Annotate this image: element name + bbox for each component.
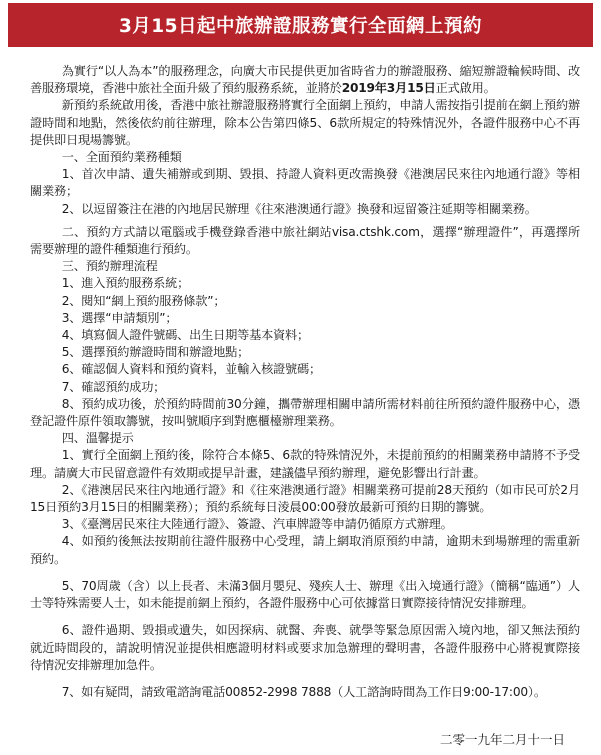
launch-date: 2019年3月15日	[341, 81, 436, 96]
intro-end: 正式啟用。	[435, 81, 496, 96]
section-3-item-4: 4、填寫個人證件號碼、出生日期等基本資料；	[61, 328, 310, 343]
section-4-item-2: 2、《港澳居民來往內地通行證》和《往來港澳通行證》相關業務可提前28天預約（如市民可於2月15日預約3月15日的相關業務）；預約系統每日淩晨00:00發放最新可預約日期的籌號。	[30, 482, 580, 515]
website-link[interactable]: visa.ctshk.com	[331, 224, 420, 239]
section-2-paragraph	[30, 224, 580, 258]
issue-date: 二零一九年二月十一日	[439, 732, 565, 747]
section-4-item-3: 3、《臺灣居民來往大陸通行證》、簽證、汽車牌證等申請仍循原方式辦理。	[61, 517, 453, 532]
section-3-item-7: 7、確認預約成功；	[61, 379, 166, 394]
title-banner	[8, 3, 593, 47]
intro-text: 為實行“以人為本”的服務理念，向廣大市民提供更加省時省力的辦證服務、縮短辦證輪候時間、改善服務環境，香港中旅社全面升級了預約服務系統，並將於	[30, 64, 580, 96]
section-2-text-end: ，選擇“辦理證件”，再選擇所需要辦理的證件種類進行預約。	[30, 224, 581, 257]
section-3-item-6: 6、確認個人資料和預約資料，並輸入核證號碼；	[61, 362, 322, 377]
section-4-heading: 四、溫馨提示	[61, 431, 134, 446]
section-4-item-4: 4、如預約後無法按期前往證件服務中心受理，請上網取消原預約申請，逾期未到場辦理的需重新預約。	[30, 534, 580, 566]
notice-body	[30, 63, 580, 701]
section-4-item-7: 7、如有疑問，請致電諮詢電話00852-2998 7888（人工諮詢時間為工作日9:00-17:00）。	[61, 684, 546, 699]
section-1-heading: 一、全面預約業務種類	[61, 150, 182, 165]
section-3-item-3: 3、選擇“申請類別”；	[61, 310, 178, 325]
intro-paragraph	[30, 63, 580, 97]
section-3-item-1: 1、進入預約服務系統；	[61, 276, 190, 291]
section-2-text: 二、預約方式請以電腦或手機登錄香港中旅社網站	[61, 224, 332, 239]
section-4-item-6: 6、證件過期、毀損或遺失，如因探病、就醫、奔喪、就學等緊急原因需入境內地，卻又無法預約就近時間段的，請說明情況並提供相應證明材料或要求加急辦理的聲明書，各證件服務中心將視實際接待情況安排辦理加急件。	[30, 623, 580, 672]
section-3-item-5: 5、選擇預約辦證時間和辦證地點；	[61, 345, 250, 360]
section-1-item-1: 1、首次申請、遺失補辦或到期、毀損、持證人資料更改需換發《港澳居民來往內地通行證》等相關業務；	[30, 167, 580, 199]
section-3-heading: 三、預約辦理流程	[61, 259, 158, 274]
page-title: 3月15日起中旅辦證服務實行全面網上預約	[118, 16, 483, 37]
section-3-item-8: 8、預約成功後，於預約時間前30分鐘，攜帶辦理相關申請所需材料前往所預約證件服務中心，憑登記證件原件領取籌號，按叫號順序到對應櫃檯辦理業務。	[30, 396, 580, 429]
section-1-item-2: 2、以逗留簽注在港的內地居民辦理《往來港澳通行證》換發和逗留簽注延期等相關業務。	[61, 201, 537, 216]
section-4-item-1: 1、實行全面網上預約後，除符合本條5、6款的特殊情況外，未提前預約的相關業務申請將不予受理。請廣大市民留意證件有效期或提早計畫，建議儘早預約辦理，避免影響出行計畫。	[30, 448, 580, 480]
system-paragraph: 新預約系統啟用後，香港中旅社辦證服務將實行全面網上預約，申請人需按指引提前在網上預約辦證時間和地點，然後依約前往辦理，除本公告第四條5、6款所規定的特殊情況外，各證件服務中心不再提供即日現場籌號。	[30, 98, 580, 147]
section-3-item-2: 2、閱知“網上預約服務條款”；	[61, 293, 226, 308]
section-4-item-5: 5、70周歲（含）以上長者、未滿3個月嬰兒、殘疾人士、辦理《出入境通行證》（簡稱“臨通”）人士等特殊需要人士，如未能提前網上預約，各證件服務中心可依據當日實際接待情況安排辦理。	[30, 578, 580, 611]
